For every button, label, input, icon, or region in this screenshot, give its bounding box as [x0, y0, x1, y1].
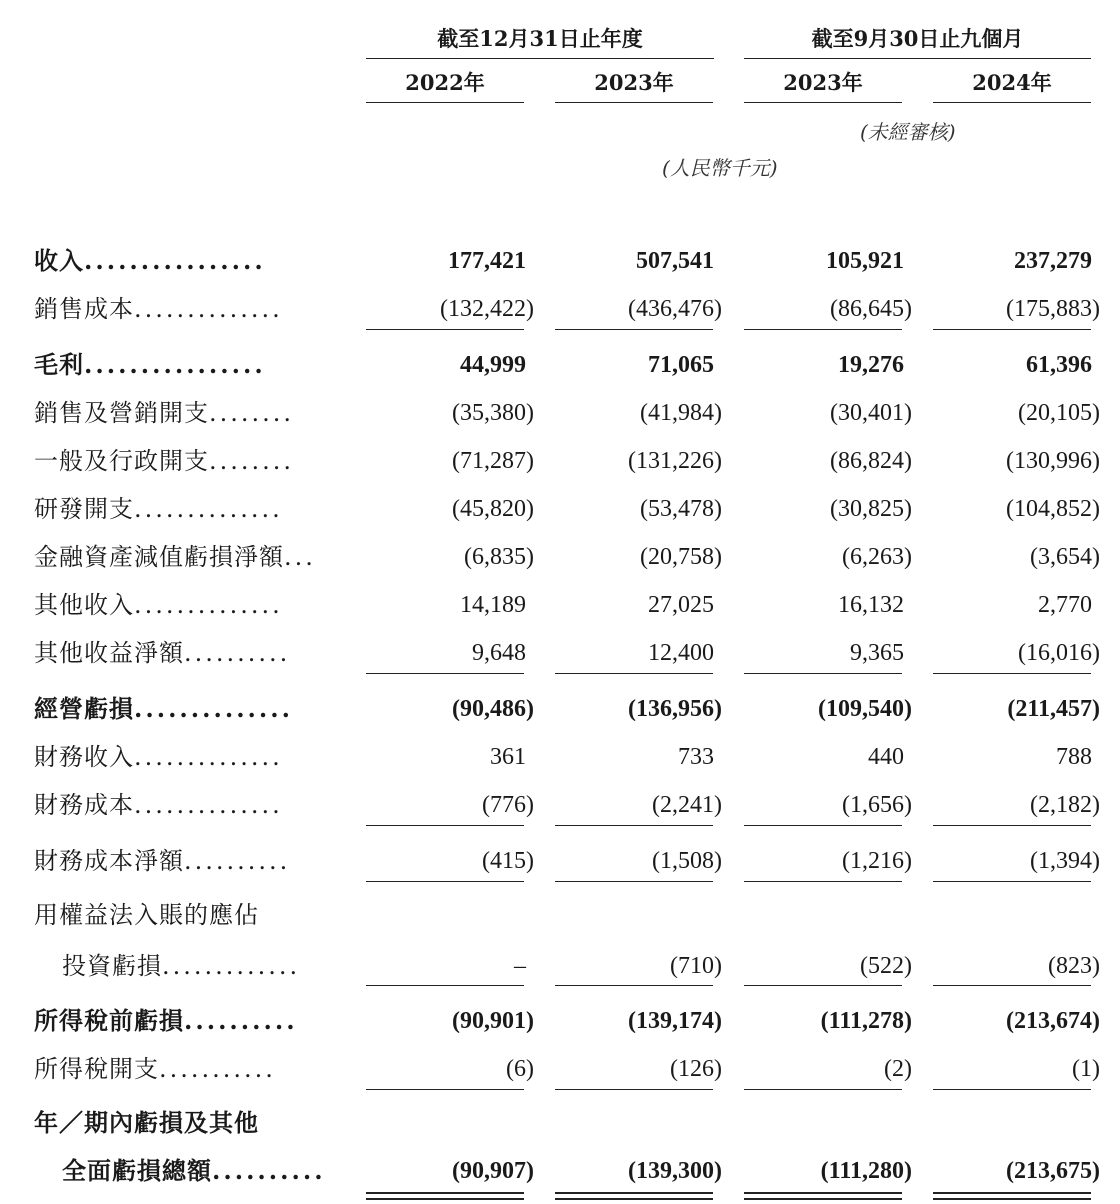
- value-2024-9m: (823): [1048, 953, 1100, 979]
- row-label: 全面虧損總額..........: [62, 1156, 326, 1185]
- value-2023: 71,065: [648, 352, 714, 378]
- value-2023-9m: (109,540): [818, 696, 912, 722]
- table-row-general-admin: [0, 441, 1120, 481]
- value-2023-9m: (30,825): [830, 496, 912, 522]
- value-2022: (35,380): [452, 400, 534, 426]
- subtotal-rule: [933, 1089, 1091, 1090]
- value-2023-9m: (86,824): [830, 448, 912, 474]
- value-2022: (90,486): [452, 696, 534, 722]
- value-2022: 14,189: [460, 592, 526, 618]
- subtotal-rule: [933, 985, 1091, 986]
- table-row-share-of-investment-loss: [0, 946, 1120, 986]
- value-2024-9m: (213,675): [1006, 1158, 1100, 1184]
- value-2022: (45,820): [452, 496, 534, 522]
- subtotal-rule: [555, 329, 713, 330]
- table-row-other-gains-net: [0, 633, 1120, 673]
- subtotal-rule: [744, 673, 902, 674]
- value-2023: (139,174): [628, 1008, 722, 1034]
- year-header-2022: 2022年: [366, 70, 524, 103]
- value-2024-9m: 788: [1056, 744, 1092, 770]
- value-2022: –: [514, 953, 526, 979]
- value-2024-9m: 2,770: [1038, 592, 1092, 618]
- value-2023-9m: 19,276: [838, 352, 904, 378]
- value-2024-9m: (20,105): [1018, 400, 1100, 426]
- subtotal-rule: [933, 881, 1091, 882]
- row-label: 財務收入..............: [34, 743, 283, 771]
- table-row-selling-marketing: [0, 393, 1120, 433]
- table-row-impairment-losses: [0, 537, 1120, 577]
- value-2022: (6,835): [464, 544, 534, 570]
- total-double-rule: [555, 1192, 713, 1200]
- subtotal-rule: [555, 985, 713, 986]
- subtotal-rule: [744, 1089, 902, 1090]
- row-label: 所得稅開支...........: [34, 1055, 276, 1083]
- value-2022: (90,901): [452, 1008, 534, 1034]
- period-header-nine-months: 截至9月30日止九個月: [744, 26, 1091, 59]
- table-row-revenue: [0, 241, 1120, 281]
- value-2022: 361: [490, 744, 526, 770]
- year-header-2024: 2024年: [933, 70, 1091, 103]
- subtotal-rule: [366, 985, 524, 986]
- year-header-2023: 2023年: [555, 70, 713, 103]
- value-2024-9m: 61,396: [1026, 352, 1092, 378]
- unaudited-note: (未經審核): [860, 120, 956, 144]
- year-header-2023-nine-months: 2023年: [744, 70, 902, 103]
- table-row-other-income: [0, 585, 1120, 625]
- subtotal-rule: [366, 1089, 524, 1090]
- value-2022: (90,907): [452, 1158, 534, 1184]
- row-label: 投資虧損.............: [62, 952, 301, 980]
- row-label: 其他收益淨額..........: [34, 639, 291, 667]
- value-2023: (53,478): [640, 496, 722, 522]
- table-row-total-comprehensive-loss: [0, 1151, 1120, 1191]
- value-2023-9m: 105,921: [826, 248, 904, 274]
- value-2022: (132,422): [440, 296, 534, 322]
- value-2023-9m: (2): [884, 1056, 912, 1082]
- row-label: 經營虧損..............: [34, 694, 293, 723]
- value-2023-9m: (522): [860, 953, 912, 979]
- subtotal-rule: [933, 825, 1091, 826]
- value-2023-9m: 440: [868, 744, 904, 770]
- value-2023-9m: 9,365: [850, 640, 904, 666]
- table-row-loss-before-tax: [0, 1001, 1120, 1041]
- value-2023-9m: (111,278): [820, 1008, 912, 1034]
- total-double-rule: [366, 1192, 524, 1200]
- subtotal-rule: [555, 673, 713, 674]
- subtotal-rule: [555, 1089, 713, 1090]
- table-row-finance-costs: [0, 785, 1120, 825]
- subtotal-rule: [555, 881, 713, 882]
- value-2022: (71,287): [452, 448, 534, 474]
- subtotal-rule: [744, 329, 902, 330]
- table-row-cost-of-sales: [0, 289, 1120, 329]
- total-double-rule: [933, 1192, 1091, 1200]
- subtotal-rule: [366, 825, 524, 826]
- subtotal-rule: [366, 329, 524, 330]
- value-2024-9m: (2,182): [1030, 792, 1100, 818]
- value-2023: (436,476): [628, 296, 722, 322]
- table-row-total-loss-heading: [0, 1103, 1120, 1143]
- row-label: 銷售及營銷開支........: [34, 399, 295, 427]
- value-2023-9m: (1,216): [842, 848, 912, 874]
- table-row-income-tax-expense: [0, 1049, 1120, 1089]
- value-2023: (2,241): [652, 792, 722, 818]
- table-row-operating-loss: [0, 689, 1120, 729]
- table-row-finance-income: [0, 737, 1120, 777]
- value-2023-9m: (30,401): [830, 400, 912, 426]
- value-2023-9m: (111,280): [820, 1158, 912, 1184]
- subtotal-rule: [555, 825, 713, 826]
- total-double-rule: [744, 1192, 902, 1200]
- value-2023-9m: 16,132: [838, 592, 904, 618]
- value-2022: 177,421: [448, 248, 526, 274]
- value-2023: (1,508): [652, 848, 722, 874]
- value-2023-9m: (1,656): [842, 792, 912, 818]
- subtotal-rule: [744, 825, 902, 826]
- value-2024-9m: (213,674): [1006, 1008, 1100, 1034]
- value-2023: (41,984): [640, 400, 722, 426]
- subtotal-rule: [933, 673, 1091, 674]
- subtotal-rule: [366, 673, 524, 674]
- value-2022: (6): [506, 1056, 534, 1082]
- subtotal-rule: [744, 985, 902, 986]
- row-label: 財務成本..............: [34, 791, 283, 819]
- row-label: 金融資產減值虧損淨額...: [34, 543, 316, 571]
- row-label: 其他收入..............: [34, 591, 283, 619]
- value-2024-9m: (130,996): [1006, 448, 1100, 474]
- value-2024-9m: 237,279: [1014, 248, 1092, 274]
- row-label: 收入................: [34, 246, 266, 275]
- value-2023: (710): [670, 953, 722, 979]
- row-label: 研發開支..............: [34, 495, 283, 523]
- subtotal-rule: [744, 881, 902, 882]
- subtotal-rule: [366, 881, 524, 882]
- value-2023: 733: [678, 744, 714, 770]
- table-row-net-finance-costs: [0, 841, 1120, 881]
- subtotal-rule: [933, 329, 1091, 330]
- value-2024-9m: (104,852): [1006, 496, 1100, 522]
- row-label: 毛利................: [34, 350, 266, 379]
- value-2024-9m: (3,654): [1030, 544, 1100, 570]
- row-label: 所得稅前虧損..........: [34, 1006, 298, 1035]
- value-2023: (136,956): [628, 696, 722, 722]
- value-2022: 9,648: [472, 640, 526, 666]
- row-label: 年／期內虧損及其他: [34, 1108, 259, 1137]
- value-2023: (126): [670, 1056, 722, 1082]
- value-2023-9m: (86,645): [830, 296, 912, 322]
- value-2023: 507,541: [636, 248, 714, 274]
- value-2023: (20,758): [640, 544, 722, 570]
- value-2024-9m: (1): [1072, 1056, 1100, 1082]
- value-2023: (131,226): [628, 448, 722, 474]
- row-label: 財務成本淨額..........: [34, 847, 291, 875]
- currency-unit-note: (人民幣千元): [662, 156, 778, 180]
- table-row-research-development: [0, 489, 1120, 529]
- table-row-equity-method-heading: [0, 895, 1120, 935]
- value-2024-9m: (1,394): [1030, 848, 1100, 874]
- value-2022: (415): [482, 848, 534, 874]
- row-label: 一般及行政開支........: [34, 447, 295, 475]
- value-2024-9m: (211,457): [1007, 696, 1100, 722]
- row-label: 銷售成本..............: [34, 295, 283, 323]
- value-2023: 12,400: [648, 640, 714, 666]
- value-2023-9m: (6,263): [842, 544, 912, 570]
- value-2024-9m: (16,016): [1018, 640, 1100, 666]
- value-2022: 44,999: [460, 352, 526, 378]
- value-2023: 27,025: [648, 592, 714, 618]
- value-2023: (139,300): [628, 1158, 722, 1184]
- table-row-gross-profit: [0, 345, 1120, 385]
- value-2024-9m: (175,883): [1006, 296, 1100, 322]
- value-2022: (776): [482, 792, 534, 818]
- row-label: 用權益法入賬的應佔: [34, 901, 259, 929]
- period-header-year-end: 截至12月31日止年度: [366, 26, 714, 59]
